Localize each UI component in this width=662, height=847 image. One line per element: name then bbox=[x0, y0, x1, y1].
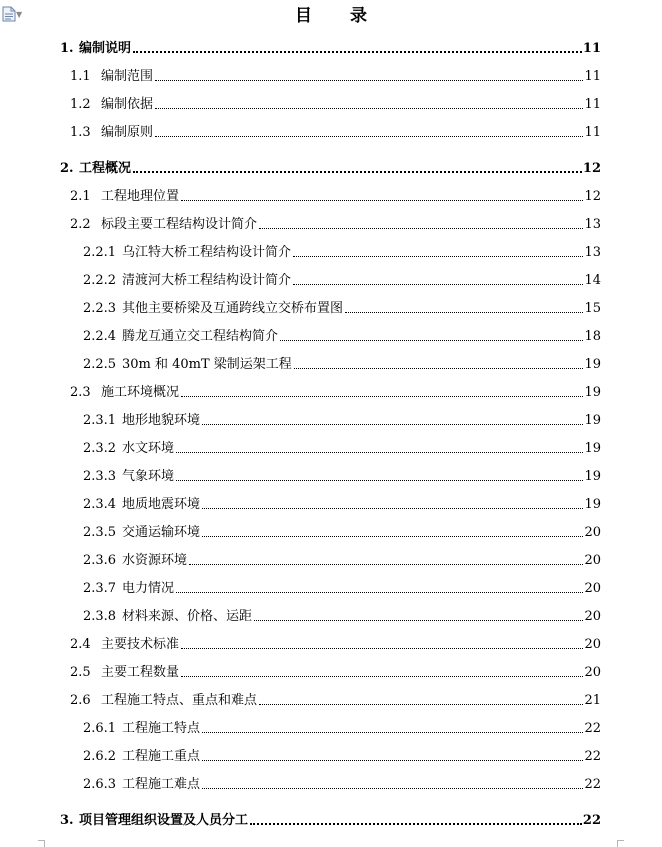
toc-entry-number: 1. bbox=[60, 41, 74, 56]
toc-entry-page: 20 bbox=[584, 553, 601, 568]
dropdown-caret-icon[interactable]: ▼ bbox=[16, 10, 23, 19]
toc-entry-number: 2.6.1 bbox=[83, 721, 117, 736]
toc-entry-page: 15 bbox=[584, 301, 601, 316]
toc-dot-leader bbox=[293, 256, 583, 257]
toc-entry-number: 2.6.3 bbox=[83, 777, 117, 792]
toc-entry-2-3-4[interactable] bbox=[83, 493, 601, 513]
toc-entry-text: 编制说明 bbox=[79, 41, 132, 56]
toc-title: 目 录 bbox=[295, 6, 383, 26]
toc-entry-page: 11 bbox=[584, 125, 601, 140]
toc-entry-2-2-2[interactable] bbox=[83, 269, 601, 289]
toc-entry-text: 工程施工特点、重点和难点 bbox=[101, 693, 258, 708]
toc-entry-number: 2.3.1 bbox=[83, 413, 117, 428]
toc-entry-page: 14 bbox=[584, 273, 601, 288]
toc-entry-2-6[interactable] bbox=[70, 689, 601, 709]
toc-entry-text: 工程地理位置 bbox=[101, 189, 180, 204]
toc-entry-page: 22 bbox=[584, 777, 601, 792]
toc-entry-number: 2.3.7 bbox=[83, 581, 117, 596]
toc-entry-2-5[interactable] bbox=[70, 661, 601, 681]
toc-dot-leader bbox=[176, 452, 583, 453]
toc-entry-3[interactable] bbox=[60, 809, 601, 829]
toc-entry-2-4[interactable] bbox=[70, 633, 601, 653]
toc-entry-2-2[interactable] bbox=[70, 213, 601, 233]
toc-entry-page: 20 bbox=[584, 609, 601, 624]
toc-entry-page: 12 bbox=[582, 161, 601, 176]
toc-entry-2-3-8[interactable] bbox=[83, 605, 601, 625]
toc-entry-text: 主要工程数量 bbox=[101, 665, 180, 680]
toc-entry-text: 乌江特大桥工程结构设计简介 bbox=[122, 245, 292, 260]
toc-entry-text: 工程施工难点 bbox=[122, 777, 201, 792]
toc-entry-number: 2.2 bbox=[70, 217, 91, 232]
toc-dot-leader bbox=[155, 136, 583, 137]
toc-entry-page: 19 bbox=[584, 441, 601, 456]
toc-entry-number: 2.1 bbox=[70, 189, 91, 204]
toc-entry-number: 2.2.4 bbox=[83, 329, 117, 344]
toc-entry-text: 材料来源、价格、运距 bbox=[122, 609, 253, 624]
toc-dot-leader bbox=[293, 284, 583, 285]
toc-entry-2-3-3[interactable] bbox=[83, 465, 601, 485]
toc-entry-page: 13 bbox=[584, 217, 601, 232]
toc-entry-text: 腾龙互通立交工程结构简介 bbox=[122, 329, 279, 344]
toc-entry-number: 2.3.2 bbox=[83, 441, 117, 456]
toc-entry-2-2-5[interactable] bbox=[83, 353, 601, 373]
toc-entry-page: 19 bbox=[584, 357, 601, 372]
page-corner-mark-left bbox=[38, 840, 45, 847]
toc-entry-2-3-5[interactable] bbox=[83, 521, 601, 541]
toc-entry-text: 标段主要工程结构设计简介 bbox=[101, 217, 258, 232]
toc-dot-leader bbox=[176, 592, 583, 593]
toc-entry-number: 2.5 bbox=[70, 665, 91, 680]
toc-entry-2-3-2[interactable] bbox=[83, 437, 601, 457]
toc-entry-text: 气象环境 bbox=[122, 469, 175, 484]
toc-entry-text: 项目管理组织设置及人员分工 bbox=[79, 813, 249, 828]
toc-entry-text: 地形地貌环境 bbox=[122, 413, 201, 428]
toc-entry-2-3-6[interactable] bbox=[83, 549, 601, 569]
toc-dot-leader bbox=[181, 648, 583, 649]
toc-entry-number: 2.3.6 bbox=[83, 553, 117, 568]
toc-entry-text: 施工环境概况 bbox=[101, 385, 180, 400]
toc-dot-leader bbox=[155, 108, 583, 109]
toc-entry-page: 18 bbox=[584, 329, 601, 344]
toc-entry-page: 20 bbox=[584, 637, 601, 652]
toc-entry-page: 13 bbox=[584, 245, 601, 260]
toc-dot-leader bbox=[202, 760, 583, 761]
toc-entry-number: 2.6 bbox=[70, 693, 91, 708]
toc-entry-text: 交通运输环境 bbox=[122, 525, 201, 540]
toc-entry-text: 清渡河大桥工程结构设计简介 bbox=[122, 273, 292, 288]
toc-entry-1[interactable] bbox=[60, 37, 601, 57]
toc-dot-leader bbox=[176, 480, 583, 481]
toc-entry-2[interactable] bbox=[60, 157, 601, 177]
toc-entry-number: 2.6.2 bbox=[83, 749, 117, 764]
toc-dot-leader bbox=[202, 788, 583, 789]
toc-entry-2-2-3[interactable] bbox=[83, 297, 601, 317]
toc-entry-page: 22 bbox=[584, 721, 601, 736]
toc-dot-leader bbox=[133, 51, 582, 53]
toc-dot-leader bbox=[202, 508, 583, 509]
toc-dot-leader bbox=[294, 368, 584, 369]
toc-entry-page: 19 bbox=[584, 385, 601, 400]
toc-dot-leader bbox=[280, 340, 583, 341]
toc-entry-text: 工程施工重点 bbox=[122, 749, 201, 764]
toc-entry-number: 2.3.5 bbox=[83, 525, 117, 540]
toc-entry-number: 2.3.8 bbox=[83, 609, 117, 624]
toc-dot-leader bbox=[250, 823, 582, 825]
toc-entry-number: 2.4 bbox=[70, 637, 91, 652]
toc-entry-text: 工程概况 bbox=[79, 161, 132, 176]
toc-entry-text: 编制依据 bbox=[101, 97, 154, 112]
toc-dot-leader bbox=[189, 564, 583, 565]
toc-entry-text: 编制原则 bbox=[101, 125, 154, 140]
toc-entry-page: 21 bbox=[584, 693, 601, 708]
toc-entry-page: 19 bbox=[584, 469, 601, 484]
toc-entry-2-6-1[interactable] bbox=[83, 717, 601, 737]
toc-dot-leader bbox=[202, 424, 583, 425]
toc-entry-text: 其他主要桥梁及互通跨线立交桥布置图 bbox=[122, 301, 344, 316]
toc-entry-2-3-7[interactable] bbox=[83, 577, 601, 597]
toc-entry-text: 编制范围 bbox=[101, 69, 154, 84]
toc-entry-2-1[interactable] bbox=[70, 185, 601, 205]
toc-entry-text: 电力情况 bbox=[122, 581, 175, 596]
toc-entry-2-2-1[interactable] bbox=[83, 241, 601, 261]
toc-dot-leader bbox=[259, 704, 583, 705]
toc-entry-page: 11 bbox=[582, 41, 601, 56]
toc-dot-leader bbox=[345, 312, 583, 313]
toc-entry-text: 水文环境 bbox=[122, 441, 175, 456]
toc-entry-number: 1.1 bbox=[70, 69, 91, 84]
toc-entry-number: 2.2.5 bbox=[83, 357, 117, 372]
toc-entry-page: 12 bbox=[584, 189, 601, 204]
toc-entry-text: 水资源环境 bbox=[122, 553, 188, 568]
toc-dot-leader bbox=[181, 396, 583, 397]
toc-entry-1-1[interactable] bbox=[70, 65, 601, 85]
toc-entry-page: 22 bbox=[582, 813, 601, 828]
toc-entry-1-3[interactable] bbox=[70, 121, 601, 141]
toc-entry-text: 工程施工特点 bbox=[122, 721, 201, 736]
toc-entry-text: 主要技术标准 bbox=[101, 637, 180, 652]
toc-entry-page: 19 bbox=[584, 497, 601, 512]
toc-entry-text: 地质地震环境 bbox=[122, 497, 201, 512]
toc-entry-2-3-1[interactable] bbox=[83, 409, 601, 429]
toc-entry-2-6-2[interactable] bbox=[83, 745, 601, 765]
toc-entry-page: 20 bbox=[584, 665, 601, 680]
toc-entry-text: 30m 和 40mT 梁制运架工程 bbox=[122, 357, 292, 372]
toc-entry-number: 2.3.3 bbox=[83, 469, 117, 484]
toc-dot-leader bbox=[202, 732, 583, 733]
toc-entry-number: 3. bbox=[60, 813, 74, 828]
toc-entry-number: 1.2 bbox=[70, 97, 91, 112]
toc-entry-number: 2.2.1 bbox=[83, 245, 117, 260]
toc-entry-number: 2.3.4 bbox=[83, 497, 117, 512]
toc-entry-2-6-3[interactable] bbox=[83, 773, 601, 793]
toc-entry-number: 2.2.2 bbox=[83, 273, 117, 288]
toc-entry-number: 2.2.3 bbox=[83, 301, 117, 316]
toc-entry-2-3[interactable] bbox=[70, 381, 601, 401]
toc-entry-page: 19 bbox=[584, 413, 601, 428]
toc-entry-page: 22 bbox=[584, 749, 601, 764]
toc-entry-2-2-4[interactable] bbox=[83, 325, 601, 345]
toc-dot-leader bbox=[181, 676, 583, 677]
toc-dot-leader bbox=[155, 80, 583, 81]
toc-dot-leader bbox=[259, 228, 583, 229]
toc-entry-number: 2. bbox=[60, 161, 74, 176]
toc-dot-leader bbox=[181, 200, 583, 201]
toc-dot-leader bbox=[202, 536, 583, 537]
toc-dot-leader bbox=[133, 171, 582, 173]
toc-entry-page: 11 bbox=[584, 97, 601, 112]
toc-dot-leader bbox=[254, 620, 583, 621]
toc-entry-number: 2.3 bbox=[70, 385, 91, 400]
toc-entry-page: 20 bbox=[584, 525, 601, 540]
page-corner-mark-right bbox=[617, 840, 624, 847]
toc-entry-1-2[interactable] bbox=[70, 93, 601, 113]
toc-entry-number: 1.3 bbox=[70, 125, 91, 140]
toc-entry-page: 20 bbox=[584, 581, 601, 596]
toc-entry-page: 11 bbox=[584, 69, 601, 84]
